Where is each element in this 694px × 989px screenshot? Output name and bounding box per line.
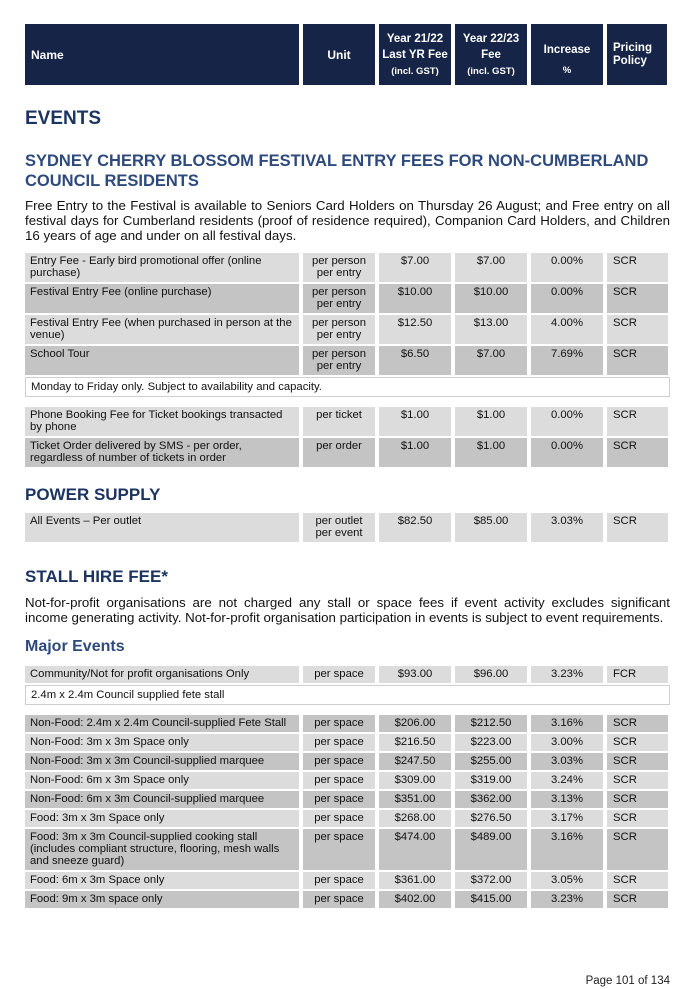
row-fee: $276.50 [455,810,527,827]
row-policy: SCR [607,284,668,313]
row-fee: $1.00 [455,407,527,436]
row-increase: 0.00% [531,253,603,282]
row-name: Food: 3m x 3m Council-supplied cooking stall (includes compliant structure, flooring, mesh walls and sneeze guard) [25,829,299,870]
row-unit: per order [303,438,375,467]
table-row [25,666,670,683]
row-policy: SCR [607,253,668,282]
row-fee: $1.00 [455,438,527,467]
row-unit: per space [303,753,375,770]
row-name: Non-Food: 6m x 3m Space only [25,772,299,789]
events-title: EVENTS [25,108,102,129]
power-title: POWER SUPPLY [25,485,161,504]
row-unit: per ticket [303,407,375,436]
row-unit: per space [303,734,375,751]
header-increase [531,24,603,85]
major-events-title: Major Events [25,638,125,655]
row-unit: per space [303,715,375,732]
cherry-title: SYDNEY CHERRY BLOSSOM FESTIVAL ENTRY FEES FOR NON-CUMBERLAND COUNCIL RESIDENTS [25,152,649,190]
table-row [25,513,670,542]
table-row [25,872,670,889]
row-increase: 3.23% [531,666,603,683]
header-unit-label: Unit [327,47,351,62]
table-row [25,407,670,436]
row-policy: SCR [607,715,668,732]
header-last-year [379,24,451,85]
row-increase: 3.05% [531,872,603,889]
page-footer: Page 101 of 134 [585,975,670,987]
row-increase: 3.23% [531,891,603,908]
power-table [25,513,670,544]
row-last-fee: $12.50 [379,315,451,344]
row-increase: 3.17% [531,810,603,827]
row-name: Festival Entry Fee (online purchase) [25,284,299,313]
row-last-fee: $82.50 [379,513,451,542]
row-policy: SCR [607,407,668,436]
row-fee: $96.00 [455,666,527,683]
table-row [25,791,670,808]
row-name: Community/Not for profit organisations Only [25,666,299,683]
cherry-note: Monday to Friday only. Subject to availability and capacity. [25,377,670,397]
row-policy: SCR [607,891,668,908]
header-unit [303,24,375,85]
row-policy: SCR [607,513,668,542]
row-increase: 0.00% [531,407,603,436]
header-policy-label: Pricing Policy [613,41,652,67]
cherry-table [25,253,670,469]
row-unit: per space [303,791,375,808]
row-last-fee: $351.00 [379,791,451,808]
row-policy: SCR [607,810,668,827]
row-last-fee: $1.00 [379,407,451,436]
stall-title: STALL HIRE FEE* [25,567,168,586]
header-increase-unit: % [562,64,572,76]
row-fee: $415.00 [455,891,527,908]
row-name: Ticket Order delivered by SMS - per order, regardless of number of tickets in order [25,438,299,467]
row-name: Festival Entry Fee (when purchased in person at the venue) [25,315,299,344]
row-increase: 0.00% [531,438,603,467]
row-fee: $7.00 [455,346,527,375]
row-policy: SCR [607,753,668,770]
header-increase-label: Increase [543,43,591,56]
header-last-year-label: Year 21/22 [386,32,444,45]
row-fee: $223.00 [455,734,527,751]
row-name: School Tour [25,346,299,375]
row-increase: 3.24% [531,772,603,789]
row-last-fee: $309.00 [379,772,451,789]
table-row [25,772,670,789]
row-fee: $7.00 [455,253,527,282]
header-policy [607,24,667,85]
table-row [25,253,670,282]
row-increase: 3.16% [531,715,603,732]
row-policy: SCR [607,791,668,808]
table-row [25,315,670,344]
row-increase: 3.03% [531,753,603,770]
table-row [25,891,670,908]
row-name: Phone Booking Fee for Ticket bookings transacted by phone [25,407,299,436]
row-name: Entry Fee - Early bird promotional offer (online purchase) [25,253,299,282]
header-this-year [455,24,527,85]
row-name: Non-Food: 2.4m x 2.4m Council-supplied Fete Stall [25,715,299,732]
row-unit: per space [303,829,375,870]
header-name [25,24,299,85]
row-name: Non-Food: 3m x 3m Council-supplied marquee [25,753,299,770]
row-increase: 0.00% [531,284,603,313]
row-unit: per space [303,891,375,908]
row-increase: 3.13% [531,791,603,808]
row-name: Non-Food: 6m x 3m Council-supplied marquee [25,791,299,808]
table-header [25,24,667,85]
row-unit: per person per entry [303,315,375,344]
row-policy: SCR [607,315,668,344]
row-increase: 3.16% [531,829,603,870]
row-fee: $372.00 [455,872,527,889]
row-fee: $319.00 [455,772,527,789]
row-last-fee: $247.50 [379,753,451,770]
row-last-fee: $216.50 [379,734,451,751]
row-name: All Events – Per outlet [25,513,299,542]
cherry-intro: Free Entry to the Festival is available to Seniors Card Holders on Thursday 26 August; and Free entry on all festival days for Cumberland residents (proof of residence required), Companion Card Holders, and Children 16 years of age and under on all festival days. [25,198,670,243]
row-unit: per person per entry [303,346,375,375]
row-fee: $212.50 [455,715,527,732]
row-increase: 7.69% [531,346,603,375]
row-name: Non-Food: 3m x 3m Space only [25,734,299,751]
header-this-fee-label: Fee [481,48,501,61]
row-fee: $255.00 [455,753,527,770]
row-unit: per space [303,772,375,789]
row-last-fee: $206.00 [379,715,451,732]
row-policy: SCR [607,829,668,870]
row-last-fee: $1.00 [379,438,451,467]
row-last-fee: $6.50 [379,346,451,375]
row-name: Food: 9m x 3m space only [25,891,299,908]
row-last-fee: $474.00 [379,829,451,870]
table-row [25,715,670,732]
row-policy: FCR [607,666,668,683]
row-policy: SCR [607,772,668,789]
row-policy: SCR [607,346,668,375]
row-name: Food: 6m x 3m Space only [25,872,299,889]
row-last-fee: $402.00 [379,891,451,908]
table-row [25,829,670,870]
row-policy: SCR [607,734,668,751]
table-row [25,753,670,770]
row-fee: $489.00 [455,829,527,870]
row-last-fee: $268.00 [379,810,451,827]
stall-note: 2.4m x 2.4m Council supplied fete stall [25,685,670,705]
row-unit: per space [303,666,375,683]
row-unit: per outlet per event [303,513,375,542]
row-unit: per space [303,872,375,889]
row-last-fee: $361.00 [379,872,451,889]
row-policy: SCR [607,872,668,889]
row-last-fee: $7.00 [379,253,451,282]
row-increase: 4.00% [531,315,603,344]
table-row [25,346,670,375]
header-name-label: Name [31,47,64,62]
row-last-fee: $10.00 [379,284,451,313]
row-unit: per space [303,810,375,827]
table-row [25,734,670,751]
stall-table [25,666,670,910]
row-name: Food: 3m x 3m Space only [25,810,299,827]
row-unit: per person per entry [303,284,375,313]
table-row [25,284,670,313]
row-fee: $10.00 [455,284,527,313]
row-last-fee: $93.00 [379,666,451,683]
header-last-fee-label: Last YR Fee [382,48,448,61]
row-policy: SCR [607,438,668,467]
row-fee: $13.00 [455,315,527,344]
row-unit: per person per entry [303,253,375,282]
row-fee: $85.00 [455,513,527,542]
header-this-gst-label: (incl. GST) [467,65,515,77]
table-row [25,438,670,467]
row-fee: $362.00 [455,791,527,808]
stall-intro: Not-for-profit organisations are not charged any stall or space fees if event activity excludes significant income generating activity. Not-for-profit organisation participation in events is subject to event requirements. [25,595,670,625]
row-increase: 3.00% [531,734,603,751]
header-last-gst-label: (incl. GST) [391,65,439,77]
table-row [25,810,670,827]
row-increase: 3.03% [531,513,603,542]
header-this-year-label: Year 22/23 [462,32,520,45]
